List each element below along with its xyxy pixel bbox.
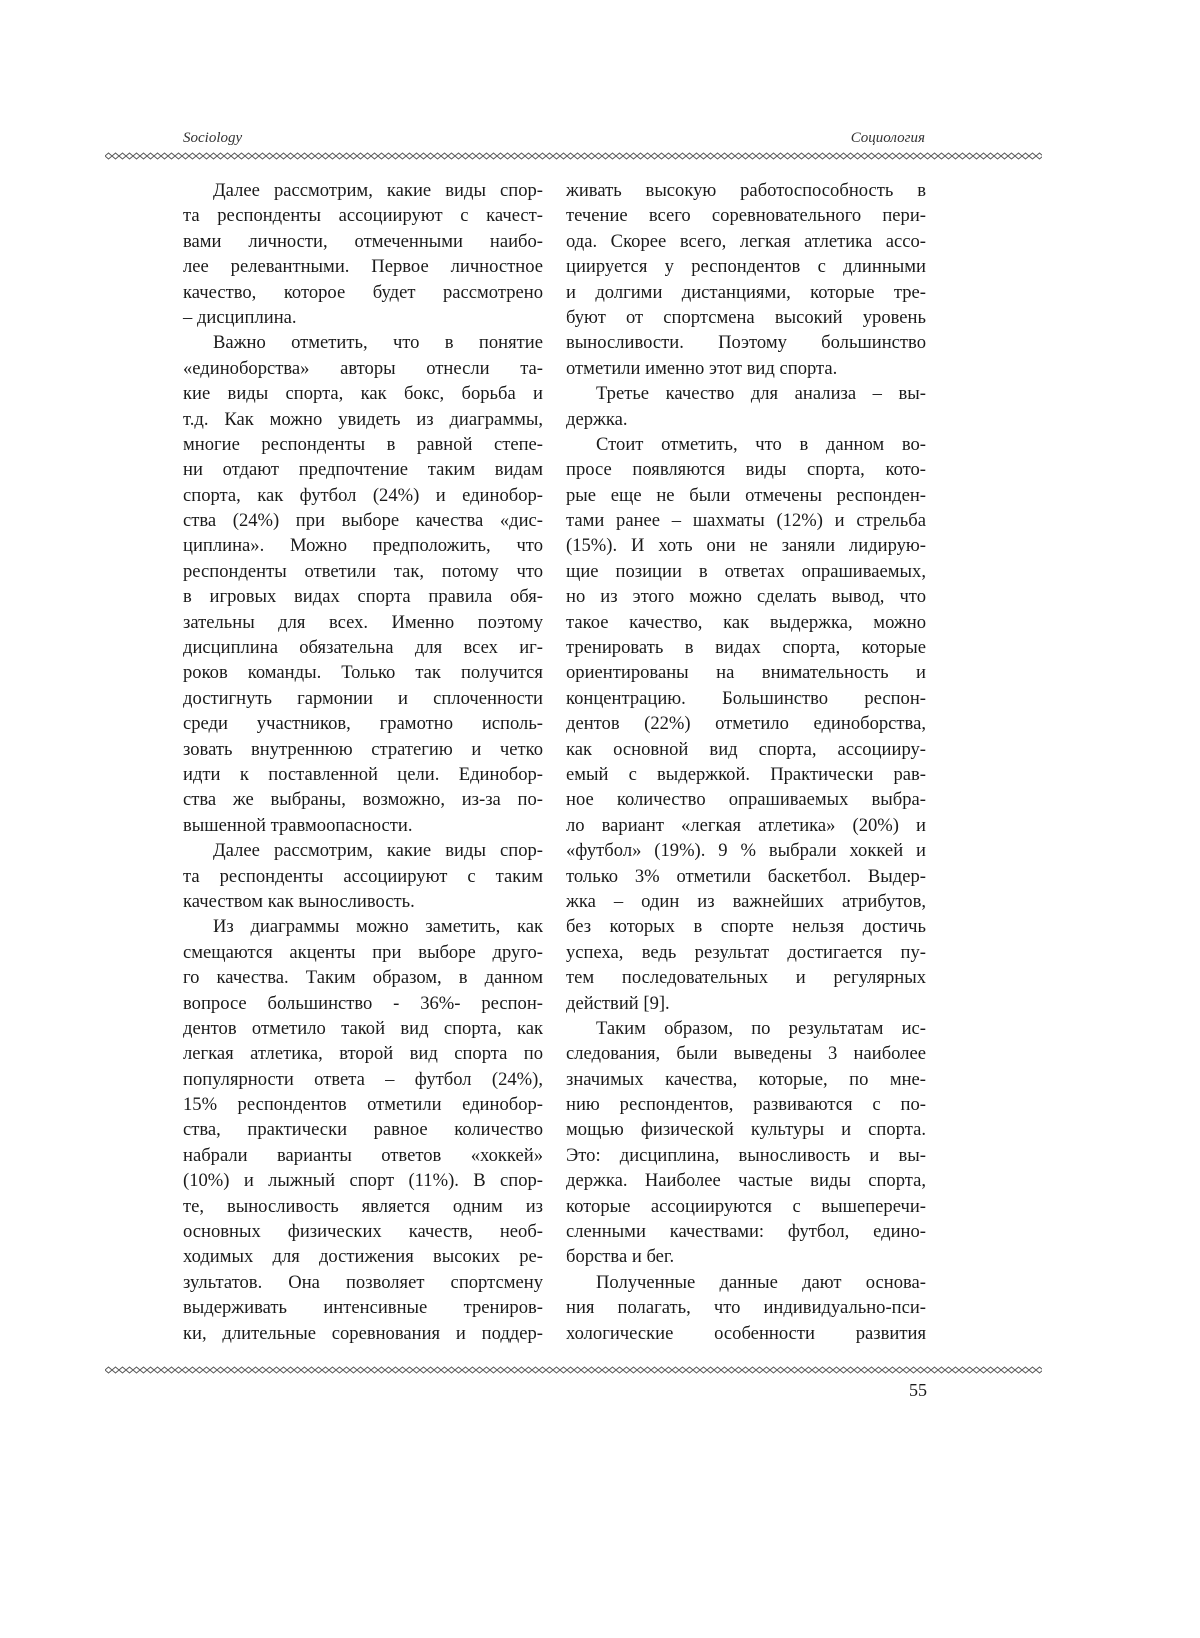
text-line: ное количество опрашиваемых выбра- bbox=[566, 787, 926, 812]
text-line: ства же выбраны, возможно, из-за по- bbox=[183, 787, 543, 812]
text-line: зультатов. Она позволяет спортсмену bbox=[183, 1270, 543, 1295]
text-line: емый с выдержкой. Практически рав- bbox=[566, 762, 926, 787]
text-line: Далее рассмотрим, какие виды спор- bbox=[183, 178, 543, 203]
text-line: основных физических качеств, необ- bbox=[183, 1219, 543, 1244]
text-line: (15%). И хоть они не заняли лидирую- bbox=[566, 533, 926, 558]
text-line: вами личности, отмеченными наибо- bbox=[183, 229, 543, 254]
text-line: держка. bbox=[566, 407, 926, 432]
text-line: как основной вид спорта, ассоцииру- bbox=[566, 737, 926, 762]
text-line: – дисциплина. bbox=[183, 305, 543, 330]
text-line: смещаются акценты при выборе друго- bbox=[183, 940, 543, 965]
text-line: тем последовательных и регулярных bbox=[566, 965, 926, 990]
paragraph bbox=[183, 178, 543, 330]
text-line: тами ранее – шахматы (12%) и стрельба bbox=[566, 508, 926, 533]
text-line: среди участников, грамотно исполь- bbox=[183, 711, 543, 736]
text-line: отметили именно этот вид спорта. bbox=[566, 356, 926, 381]
text-line: тренировать в видах спорта, которые bbox=[566, 635, 926, 660]
paragraph bbox=[183, 914, 543, 1346]
text-line: ства (24%) при выборе качества «дис- bbox=[183, 508, 543, 533]
paragraph bbox=[566, 1270, 926, 1346]
text-line: Полученные данные дают основа- bbox=[566, 1270, 926, 1295]
paragraph bbox=[183, 330, 543, 838]
text-line: многие респонденты в равной степе- bbox=[183, 432, 543, 457]
text-line: Это: дисциплина, выносливость и вы- bbox=[566, 1143, 926, 1168]
text-line: просе появляются виды спорта, кото- bbox=[566, 457, 926, 482]
right-column bbox=[566, 178, 926, 1346]
text-line: рые еще не были отмечены респонден- bbox=[566, 483, 926, 508]
text-line: ходимых для достижения высоких ре- bbox=[183, 1244, 543, 1269]
text-line: выдерживать интенсивные трениров- bbox=[183, 1295, 543, 1320]
text-line: ориентированы на внимательность и bbox=[566, 660, 926, 685]
text-line: т.д. Как можно увидеть из диаграммы, bbox=[183, 407, 543, 432]
text-line: без которых в спорте нельзя достичь bbox=[566, 914, 926, 939]
page-number: 55 bbox=[909, 1380, 927, 1401]
text-line: «единоборства» авторы отнесли та- bbox=[183, 356, 543, 381]
text-line: дисциплина обязательна для всех иг- bbox=[183, 635, 543, 660]
text-line: ки, длительные соревнования и поддер- bbox=[183, 1321, 543, 1346]
top-decorative-border bbox=[105, 152, 1042, 160]
text-line: концентрацию. Большинство респон- bbox=[566, 686, 926, 711]
text-line: роков команды. Только так получится bbox=[183, 660, 543, 685]
text-line: Стоит отметить, что в данном во- bbox=[566, 432, 926, 457]
text-line: ло вариант «легкая атлетика» (20%) и bbox=[566, 813, 926, 838]
text-line: та респонденты ассоциируют с таким bbox=[183, 864, 543, 889]
text-line: дентов (22%) отметило единоборства, bbox=[566, 711, 926, 736]
text-line: циплина». Можно предположить, что bbox=[183, 533, 543, 558]
running-header-right: Социология bbox=[851, 130, 925, 147]
text-line: живать высокую работоспособность в bbox=[566, 178, 926, 203]
text-line: 15% респондентов отметили единобор- bbox=[183, 1092, 543, 1117]
text-line: зательны для всех. Именно поэтому bbox=[183, 610, 543, 635]
text-line: легкая атлетика, второй вид спорта по bbox=[183, 1041, 543, 1066]
text-line: качеством как выносливость. bbox=[183, 889, 543, 914]
paragraph bbox=[566, 381, 926, 432]
text-line: сленными качествами: футбол, едино- bbox=[566, 1219, 926, 1244]
text-line: (10%) и лыжный спорт (11%). В спор- bbox=[183, 1168, 543, 1193]
text-line: «футбол» (19%). 9 % выбрали хоккей и bbox=[566, 838, 926, 863]
text-line: кие виды спорта, как бокс, борьба и bbox=[183, 381, 543, 406]
text-line: идти к поставленной цели. Единобор- bbox=[183, 762, 543, 787]
text-line: Из диаграммы можно заметить, как bbox=[183, 914, 543, 939]
text-line: такое качество, как выдержка, можно bbox=[566, 610, 926, 635]
text-line: набрали варианты ответов «хоккей» bbox=[183, 1143, 543, 1168]
text-line: ни отдают предпочтение таким видам bbox=[183, 457, 543, 482]
text-line: ода. Скорее всего, легкая атлетика ассо- bbox=[566, 229, 926, 254]
text-line: циируется у респондентов с длинными bbox=[566, 254, 926, 279]
text-line: ства, практически равное количество bbox=[183, 1117, 543, 1142]
text-line: буют от спортсмена высокий уровень bbox=[566, 305, 926, 330]
paragraph bbox=[183, 838, 543, 914]
text-line: и долгими дистанциями, которые тре- bbox=[566, 280, 926, 305]
text-line: жка – один из важнейших атрибутов, bbox=[566, 889, 926, 914]
text-line: следования, были выведены 3 наиболее bbox=[566, 1041, 926, 1066]
text-line: хологические особенности развития bbox=[566, 1321, 926, 1346]
paragraph bbox=[566, 432, 926, 1016]
text-line: Далее рассмотрим, какие виды спор- bbox=[183, 838, 543, 863]
bottom-decorative-border bbox=[105, 1366, 1042, 1374]
text-line: Важно отметить, что в понятие bbox=[183, 330, 543, 355]
running-header-left: Sociology bbox=[183, 130, 242, 147]
text-line: которые ассоциируются с вышеперечи- bbox=[566, 1194, 926, 1219]
text-line: вопросе большинство - 36%- респон- bbox=[183, 991, 543, 1016]
text-line: борства и бег. bbox=[566, 1244, 926, 1269]
text-line: дентов отметило такой вид спорта, как bbox=[183, 1016, 543, 1041]
text-line: качество, которое будет рассмотрено bbox=[183, 280, 543, 305]
text-line: в игровых видах спорта правила обя- bbox=[183, 584, 543, 609]
text-line: популярности ответа – футбол (24%), bbox=[183, 1067, 543, 1092]
text-line: успеха, ведь результат достигается пу- bbox=[566, 940, 926, 965]
text-line: Таким образом, по результатам ис- bbox=[566, 1016, 926, 1041]
text-line: но из этого можно сделать вывод, что bbox=[566, 584, 926, 609]
text-line: зовать внутреннюю стратегию и четко bbox=[183, 737, 543, 762]
text-line: значимых качества, которые, по мне- bbox=[566, 1067, 926, 1092]
text-line: действий [9]. bbox=[566, 991, 926, 1016]
paragraph bbox=[566, 1016, 926, 1270]
text-line: го качества. Таким образом, в данном bbox=[183, 965, 543, 990]
paragraph bbox=[566, 178, 926, 381]
text-line: лее релевантными. Первое личностное bbox=[183, 254, 543, 279]
text-line: только 3% отметили баскетбол. Выдер- bbox=[566, 864, 926, 889]
text-line: спорта, как футбол (24%) и единобор- bbox=[183, 483, 543, 508]
text-line: щие позиции в ответах опрашиваемых, bbox=[566, 559, 926, 584]
text-line: респонденты ответили так, потому что bbox=[183, 559, 543, 584]
text-line: вышенной травмоопасности. bbox=[183, 813, 543, 838]
text-line: мощью физической культуры и спорта. bbox=[566, 1117, 926, 1142]
text-line: держка. Наиболее частые виды спорта, bbox=[566, 1168, 926, 1193]
text-line: течение всего соревновательного пери- bbox=[566, 203, 926, 228]
text-line: достигнуть гармонии и сплоченности bbox=[183, 686, 543, 711]
text-line: та респонденты ассоциируют с качест- bbox=[183, 203, 543, 228]
left-column bbox=[183, 178, 543, 1346]
text-line: нию респондентов, развиваются с по- bbox=[566, 1092, 926, 1117]
text-line: выносливости. Поэтому большинство bbox=[566, 330, 926, 355]
text-line: ния полагать, что индивидуально-пси- bbox=[566, 1295, 926, 1320]
text-line: Третье качество для анализа – вы- bbox=[566, 381, 926, 406]
text-line: те, выносливость является одним из bbox=[183, 1194, 543, 1219]
